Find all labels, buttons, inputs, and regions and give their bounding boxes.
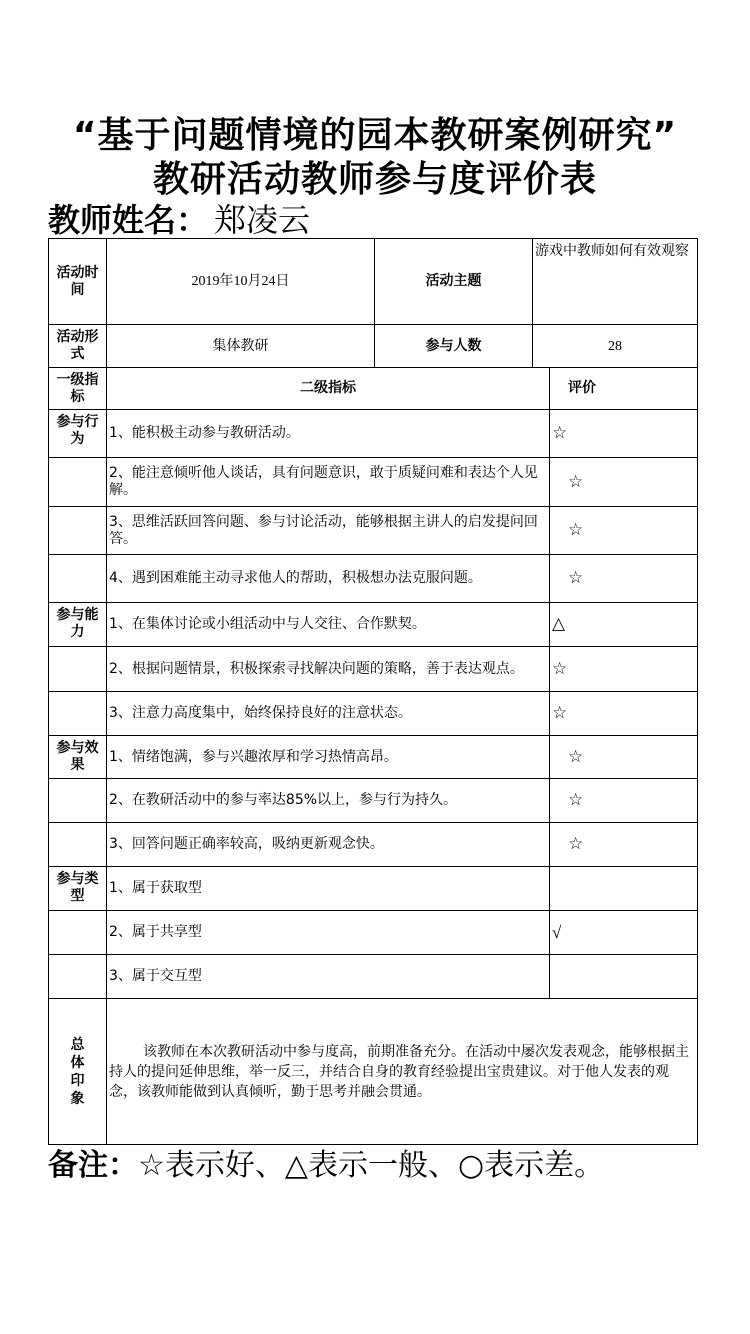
- table-row: [49, 692, 698, 736]
- group-label-ability: 参与能力: [49, 603, 107, 647]
- table-row: [49, 955, 698, 999]
- document-title-line1: “基于问题情境的园本教研案例研究”: [72, 115, 678, 156]
- indicator-text: 2、根据问题情景，积极探索寻找解决问题的策略，善于表达观点。: [107, 647, 550, 692]
- group-label-empty: [49, 779, 107, 823]
- participant-count-value: 28: [533, 325, 698, 368]
- teacher-name-value: 郑凌云: [214, 201, 311, 239]
- legend-note-label: 备注：: [48, 1148, 138, 1183]
- level1-indicator-header: 一级指标: [49, 368, 107, 410]
- activity-time-label: 活动时间: [49, 239, 107, 325]
- legend-note-text: ☆表示好、△表示一般、○表示差。: [138, 1148, 605, 1183]
- group-label-type: 参与类型: [49, 867, 107, 911]
- indicator-text: 4、遇到困难能主动寻求他人的帮助，积极想办法克服问题。: [107, 555, 550, 603]
- rating-value: ☆: [550, 736, 698, 779]
- group-label-behavior: 参与行为: [49, 410, 107, 458]
- summary-row: [49, 999, 698, 1145]
- table-row: [49, 823, 698, 867]
- rating-value: ☆: [550, 507, 698, 555]
- group-label-empty: [49, 955, 107, 999]
- group-label-empty: [49, 555, 107, 603]
- activity-time-row: [49, 239, 698, 325]
- group-label-empty: [49, 458, 107, 507]
- table-row: [49, 410, 698, 458]
- group-label-effect: 参与效果: [49, 736, 107, 779]
- summary-label-text: 总体印象: [70, 1036, 85, 1107]
- table-row: [49, 779, 698, 823]
- table-row: [49, 555, 698, 603]
- activity-theme-value: 游戏中教师如何有效观察: [533, 239, 698, 325]
- indicator-text: 1、属于获取型: [107, 867, 550, 911]
- participant-count-label: 参与人数: [375, 325, 533, 368]
- level2-indicator-header: 二级指标: [107, 368, 550, 410]
- group-label-empty: [49, 692, 107, 736]
- indicator-text: 1、情绪饱满，参与兴趣浓厚和学习热情高昂。: [107, 736, 550, 779]
- group-label-empty: [49, 911, 107, 955]
- activity-form-row: [49, 325, 698, 368]
- activity-theme-label: 活动主题: [375, 239, 533, 325]
- indicator-text: 2、属于共享型: [107, 911, 550, 955]
- rating-value: √: [550, 911, 698, 955]
- rating-value: [550, 955, 698, 999]
- indicator-text: 1、在集体讨论或小组活动中与人交往、合作默契。: [107, 603, 550, 647]
- rating-value: △: [550, 603, 698, 647]
- table-row: [49, 736, 698, 779]
- rating-value: ☆: [550, 823, 698, 867]
- rating-value: ☆: [550, 410, 698, 458]
- table-row: [49, 603, 698, 647]
- rating-value: ☆: [550, 692, 698, 736]
- group-label-empty: [49, 507, 107, 555]
- indicator-text: 2、在教研活动中的参与率达85%以上，参与行为持久。: [107, 779, 550, 823]
- rating-value: ☆: [550, 555, 698, 603]
- summary-label: [49, 999, 107, 1145]
- indicator-text: 3、思维活跃回答问题、参与讨论活动，能够根据主讲人的启发提问回答。: [107, 507, 550, 555]
- indicator-text: 2、能注意倾听他人谈话，具有问题意识，敢于质疑问难和表达个人见解。: [107, 458, 550, 507]
- indicator-text: 3、注意力高度集中，始终保持良好的注意状态。: [107, 692, 550, 736]
- summary-paragraph: 该教师在本次教研活动中参与度高，前期准备充分。在活动中屡次发表观念，能够根据主持人的提问延伸思维，举一反三，并结合自身的教育经验提出宝贵建议。对于他人发表的观念，该教师能做到认真倾听，勤于思考并融会贯通。: [109, 1043, 689, 1100]
- group-label-empty: [49, 647, 107, 692]
- indicator-text: 1、能积极主动参与教研活动。: [107, 410, 550, 458]
- column-header-row: [49, 368, 698, 410]
- activity-time-value: 2019年10月24日: [107, 239, 375, 325]
- activity-form-value: 集体教研: [107, 325, 375, 368]
- rating-value: ☆: [550, 647, 698, 692]
- rating-value: ☆: [550, 458, 698, 507]
- table-row: [49, 911, 698, 955]
- indicator-text: 3、属于交互型: [107, 955, 550, 999]
- table-row: [49, 458, 698, 507]
- indicator-text: 3、回答问题正确率较高，吸纳更新观念快。: [107, 823, 550, 867]
- table-row: [49, 647, 698, 692]
- table-row: [49, 507, 698, 555]
- teacher-name-label: 教师姓名：: [48, 201, 209, 239]
- summary-text: [107, 999, 698, 1145]
- rating-value: [550, 867, 698, 911]
- activity-form-label: 活动形式: [49, 325, 107, 368]
- legend-note: [48, 1146, 604, 1186]
- evaluation-table: [48, 238, 698, 1145]
- rating-header: 评价: [550, 368, 698, 410]
- group-label-empty: [49, 823, 107, 867]
- teacher-name-row: [48, 198, 310, 242]
- rating-value: ☆: [550, 779, 698, 823]
- table-row: [49, 867, 698, 911]
- document-title-line2: 教研活动教师参与度评价表: [152, 159, 597, 200]
